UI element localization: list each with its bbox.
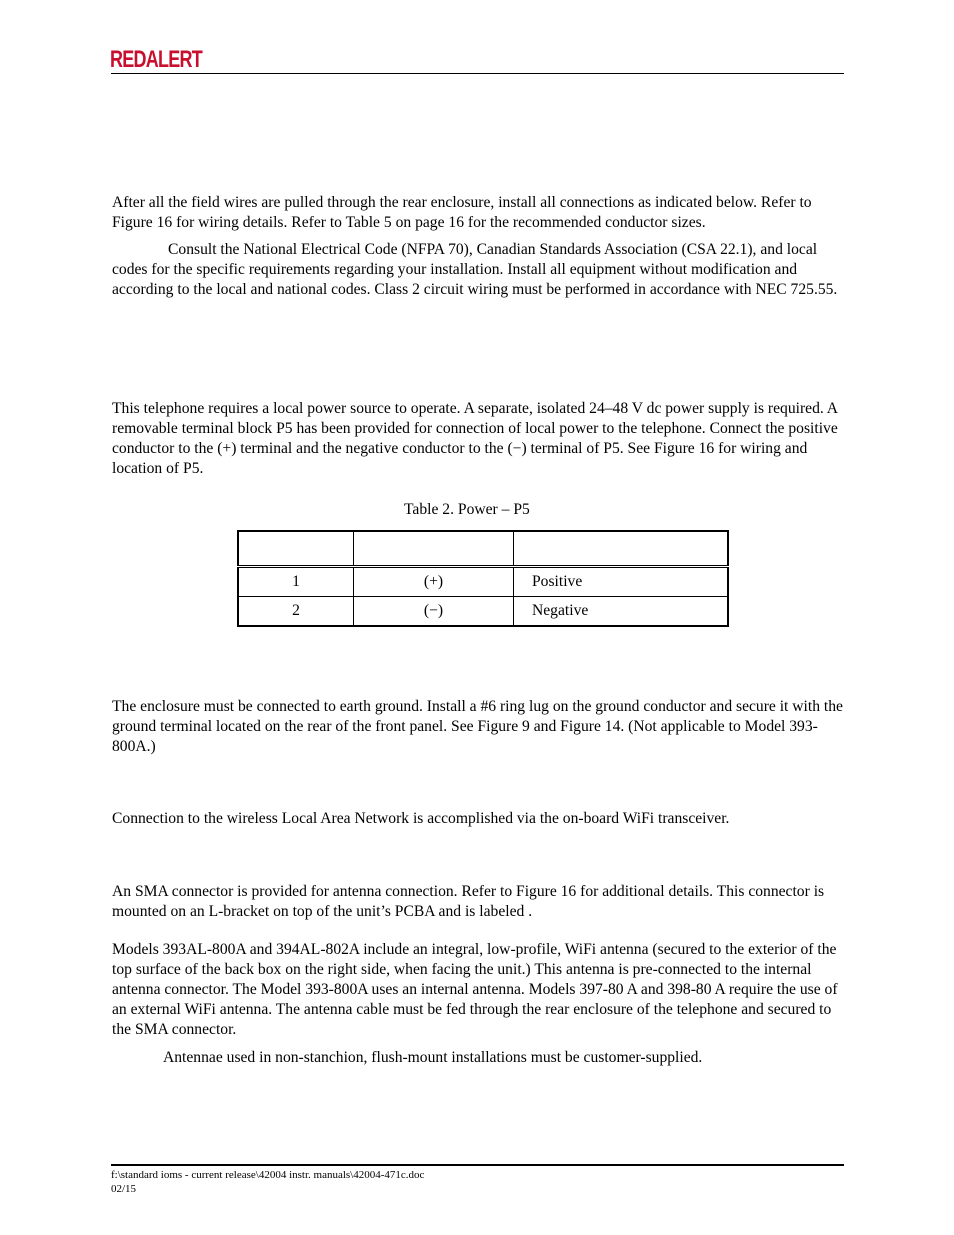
logo-wordmark xyxy=(110,46,211,72)
description-cell: Positive xyxy=(514,567,729,597)
table-caption: Table 2. Power – P5 xyxy=(404,501,530,518)
footer-file-path: f:\standard ioms - current release\42004 instr. manuals\42004-471c.doc xyxy=(111,1169,425,1181)
power-paragraph: This telephone requires a local power source to operate. A separate, isolated 24–48 V dc power supply is required. A removable terminal block P5 has been provided for connection of local power to the telephone. Connect the positive conductor to the (+) terminal and the negative conductor to the (−) terminal of P5. See Figure 16 for wiring and location of P5. xyxy=(112,400,838,477)
header-cell xyxy=(354,531,514,567)
table-header-row xyxy=(238,531,728,567)
antenna-paragraph: Models 393AL-800A and 394AL-802A include an integral, low-profile, WiFi antenna (secured to the exterior of the top surface of the back box on the right side, when facing the unit.) This antenna is pre-connected to the internal antenna connector. The Model 393-800A uses an internal antenna. Models 397-80 A and 398-80 A require the use of an external WiFi antenna. The antenna cable must be fed through the rear enclosure of the telephone and secured to the SMA connector. xyxy=(112,941,838,1038)
customer-antenna-paragraph: Antennae used in non-stanchion, flush-mount installations must be customer-supplied. xyxy=(163,1049,703,1066)
footer-date: 02/15 xyxy=(111,1183,137,1195)
sma-paragraph: An SMA connector is provided for antenna connection. Refer to Figure 16 for additional details. This connector is mounted on an L-bracket on top of the unit’s PCBA and is labeled . xyxy=(112,883,825,920)
intro-paragraph: After all the field wires are pulled through the rear enclosure, install all connections as indicated below. Refer to Figure 16 for wiring details. Refer to Table 5 on page 16 for the recommended conductor sizes. xyxy=(112,194,812,231)
ground-paragraph: The enclosure must be connected to earth ground. Install a #6 ring lug on the ground conductor and secure it with the ground terminal located on the rear of the front panel. See Figure 9 and Figure 14. (Not applicable to Model 393-800A.) xyxy=(112,698,843,755)
codes-paragraph: Consult the National Electrical Code (NFPA 70), Canadian Standards Association (CSA 22.1), and local codes for the specific requirements regarding your installation. Install all equipment without modification and according to the local and national codes. Class 2 circuit wiring must be performed in accordance with NEC 725.55. xyxy=(112,241,838,298)
header-cell xyxy=(238,531,354,567)
power-table xyxy=(237,530,729,627)
wireless-paragraph: Connection to the wireless Local Area Network is accomplished via the on-board WiFi transceiver. xyxy=(112,810,730,827)
table-row xyxy=(238,597,728,627)
description-cell: Negative xyxy=(514,597,729,627)
terminal-cell: (+) xyxy=(354,567,514,597)
table-row xyxy=(238,567,728,597)
terminal-cell: (−) xyxy=(354,597,514,627)
header-rule xyxy=(111,73,844,74)
pin-cell: 1 xyxy=(238,567,354,597)
header-cell xyxy=(514,531,729,567)
pin-cell: 2 xyxy=(238,597,354,627)
footer-rule xyxy=(111,1164,844,1166)
svg-text:REDALERT: REDALERT xyxy=(110,45,203,73)
